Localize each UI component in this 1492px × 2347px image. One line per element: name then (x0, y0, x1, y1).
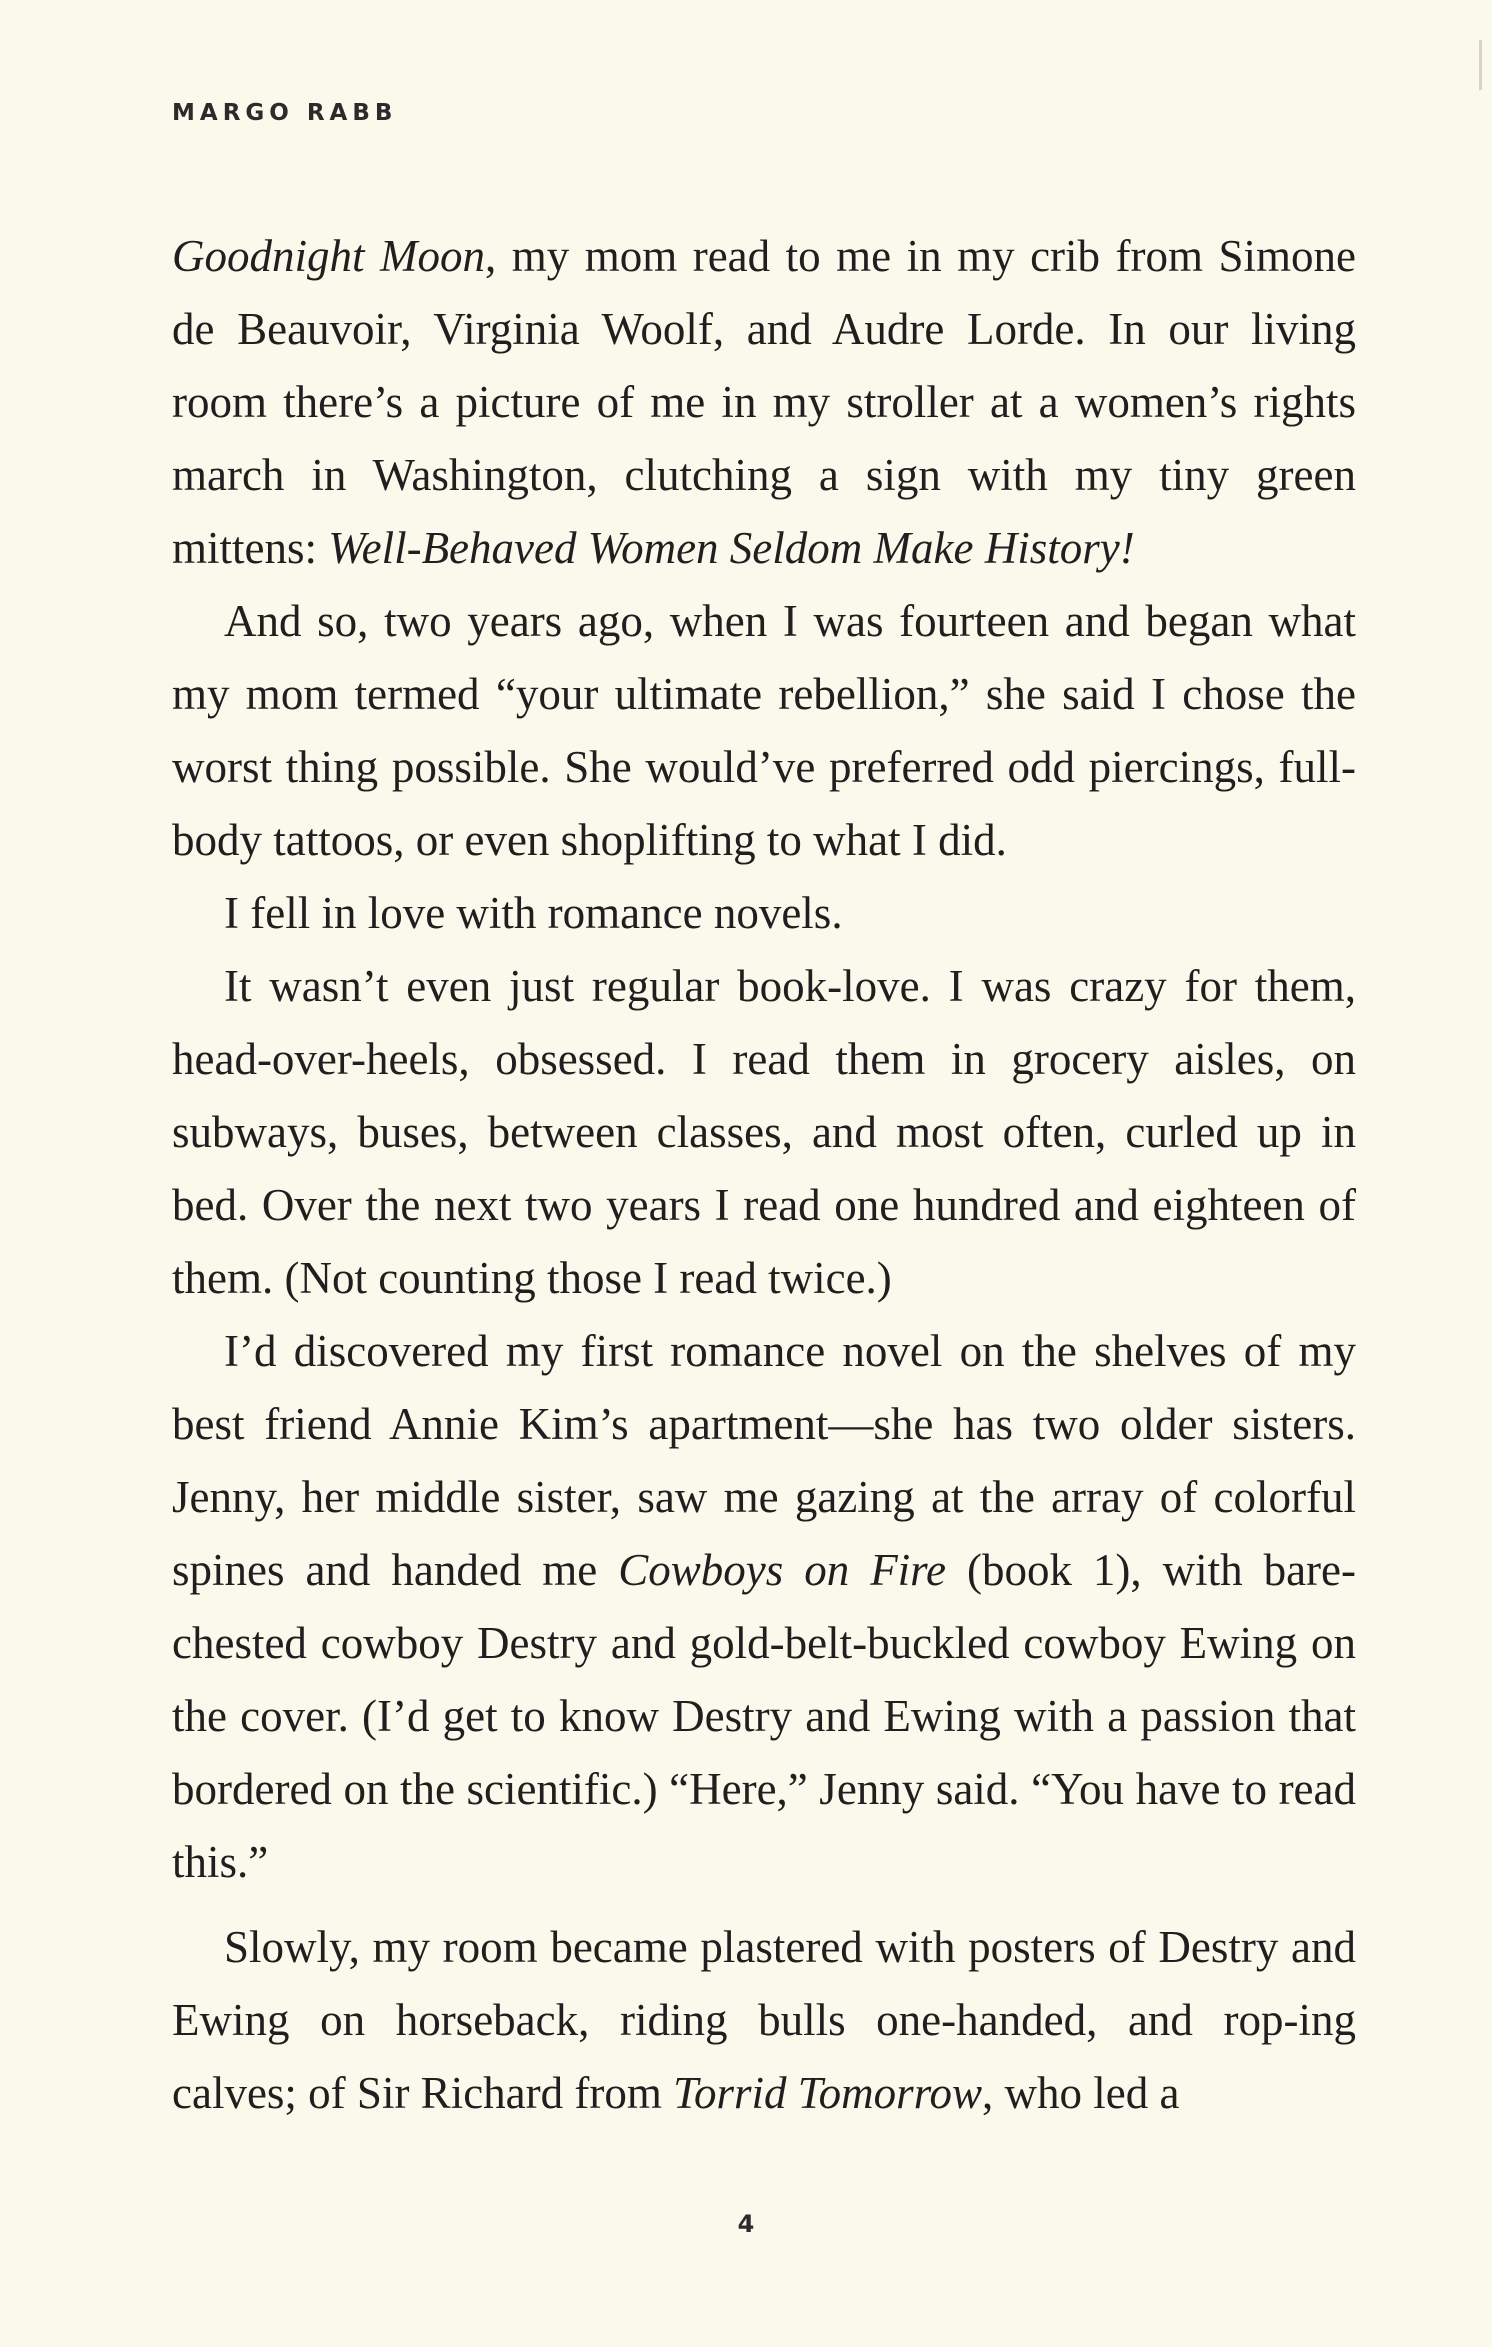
paragraph-p6 (172, 1911, 1356, 2130)
paragraph-text: It wasn’t even just regular book-love. I was crazy for them, head-over-heels, obsessed. I read them in grocery aisles, on subways, buses, between classes, and most often, curled up in bed. Over the next two years I read one hundred and eighteen of them. (Not counting those I read twice.) (172, 961, 1356, 1303)
paragraph-text: , who led a (982, 2068, 1180, 2118)
paragraph-text: , my mom read to me in my crib from Simone de Beauvoir, Virginia Woolf, and Audre Lorde. In our living room there’s a picture of me in my stroller at a women’s rights march in Washington, clutching a sign with my tiny green mittens: (172, 231, 1356, 573)
paragraph-p5 (172, 1315, 1356, 1899)
paragraph-text: Slowly, my room became plastered with posters of Destry and Ewing on horseback, riding bulls one-handed, and rop-ing calves; of Sir Richard from (172, 1922, 1356, 2118)
paragraph-p1 (172, 220, 1356, 585)
paragraph-text: I fell in love with romance novels. (224, 888, 843, 938)
paragraph-p3 (172, 877, 1356, 950)
paragraph-text: And so, two years ago, when I was fourteen and began what my mom termed “your ultimate rebellion,” she said I chose the worst thing possible. She would’ve preferred odd piercings, full-body tattoos, or even shoplifting to what I did. (172, 596, 1356, 865)
paragraph-p4 (172, 950, 1356, 1315)
page-edge-mark (1479, 40, 1482, 90)
body-text (172, 220, 1356, 2130)
paragraph-p2 (172, 585, 1356, 877)
italic-title-text: Well-Behaved Women Seldom Make History! (328, 523, 1135, 573)
running-head-author: MARGO RABB (172, 100, 398, 126)
paragraph-text: (book 1), with bare-chested cowboy Destry and gold-belt-buckled cowboy Ewing on the cover. (I’d get to know Destry and Ewing with a passion that bordered on the scientific.) “Here,” Jenny said. “You have to read this.” (172, 1545, 1356, 1887)
italic-title-text: Goodnight Moon (172, 231, 485, 281)
paragraph-text: I’d discovered my first romance novel on the shelves of my best friend Annie Kim’s apartment—she has two older sisters. Jenny, her middle sister, saw me gazing at the array of colorful spines and handed me (172, 1326, 1356, 1595)
page-number: 4 (737, 2210, 755, 2238)
italic-title-text: Cowboys on Fire (618, 1545, 946, 1595)
italic-title-text: Torrid Tomorrow (673, 2068, 983, 2118)
